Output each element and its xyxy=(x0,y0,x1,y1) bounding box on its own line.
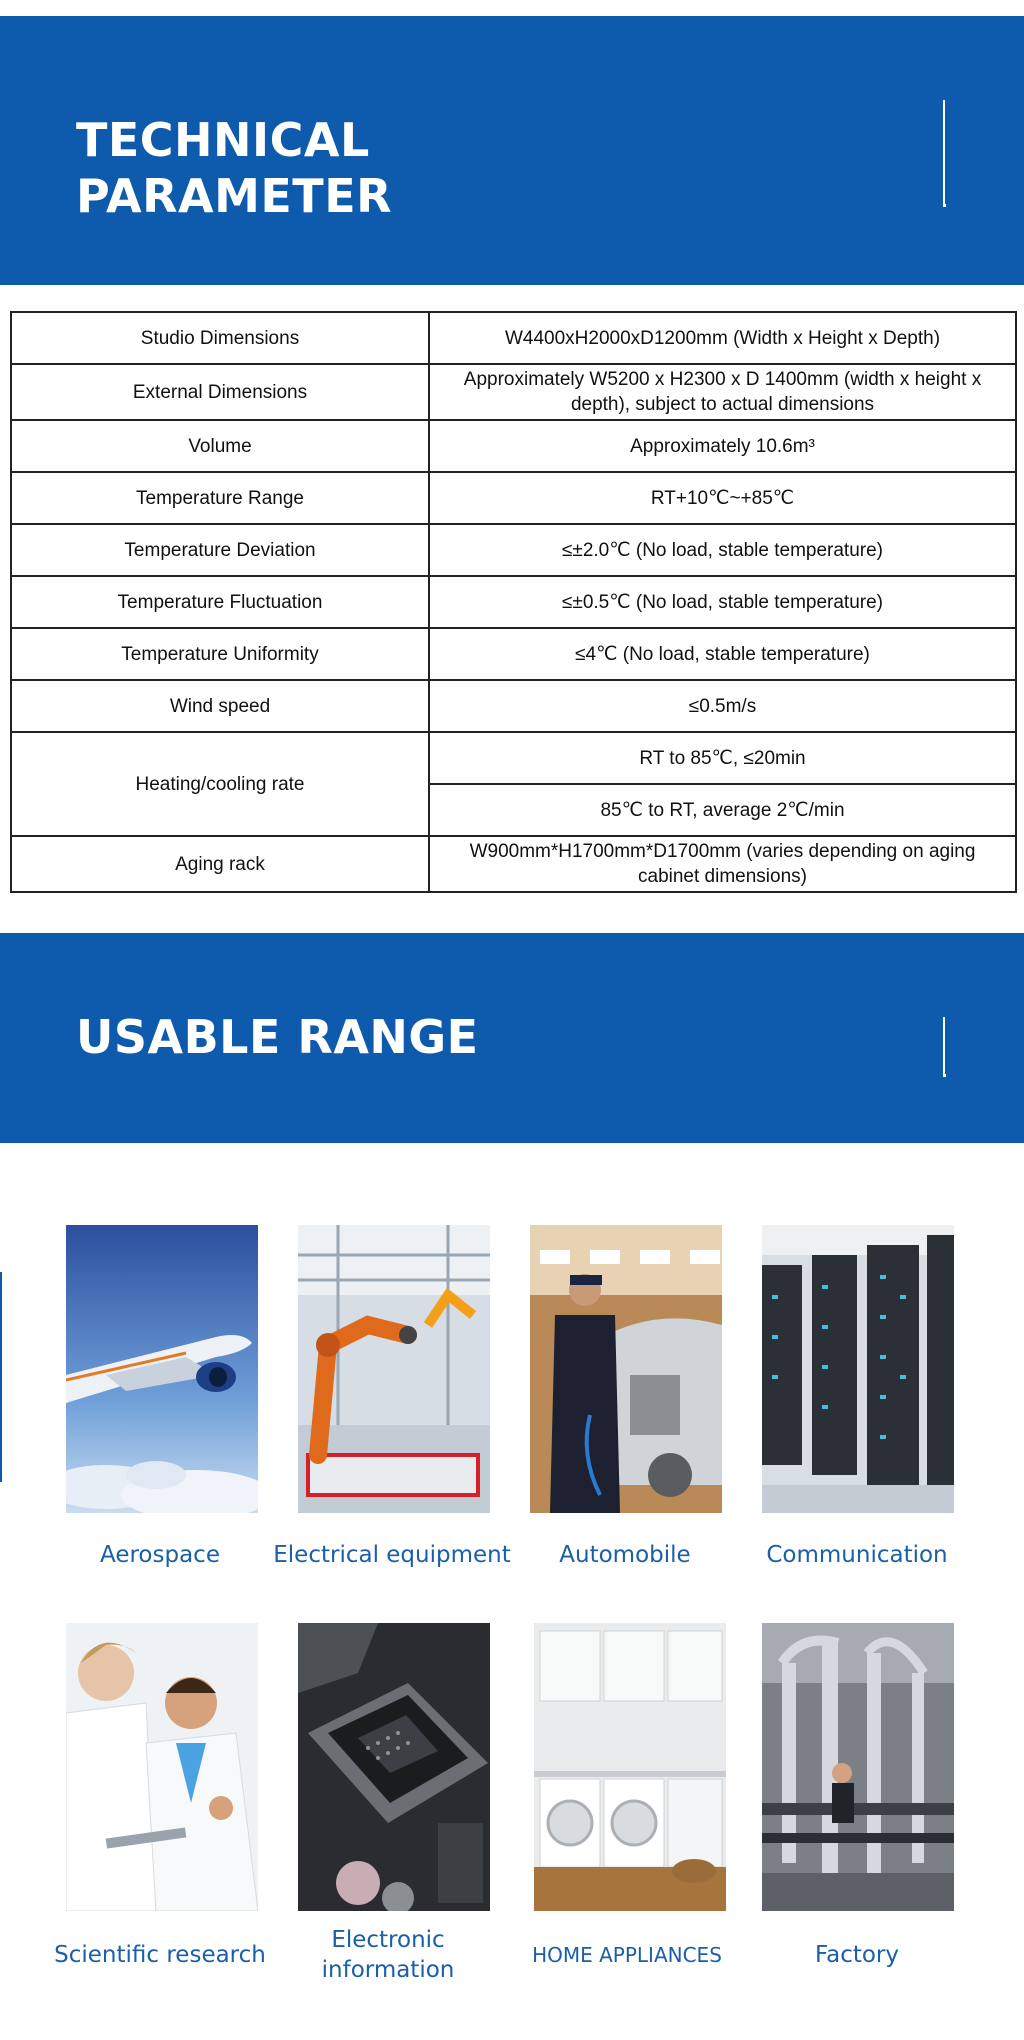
banner-divider-dot xyxy=(943,1074,946,1077)
range-label-electronic-information: Electronic information xyxy=(321,1927,455,1983)
range-label-communication: Communication xyxy=(766,1542,948,1568)
technical-parameter-banner xyxy=(0,16,1024,285)
parameter-table xyxy=(10,311,1017,893)
param-value: W900mm*H1700mm*D1700mm (varies depending on aging cabinet dimensions) xyxy=(429,836,1016,892)
param-value: W4400xH2000xD1200mm (Width x Height x Depth) xyxy=(429,312,1016,364)
param-label: Aging rack xyxy=(11,836,429,892)
param-value: ≤±2.0℃ (No load, stable temperature) xyxy=(429,524,1016,576)
param-label: Temperature Fluctuation xyxy=(11,576,429,628)
param-value-2: 85℃ to RT, average 2℃/min xyxy=(429,784,1016,836)
banner-divider-line xyxy=(943,100,945,205)
range-label-scientific-research: Scientific research xyxy=(54,1942,266,1968)
technical-parameter-title xyxy=(76,112,392,224)
title-line-2: PARAMETER xyxy=(76,169,393,223)
range-label-home-appliances: HOME APPLIANCES xyxy=(532,1943,722,1967)
param-label: Volume xyxy=(11,420,429,472)
param-value: ≤0.5m/s xyxy=(429,680,1016,732)
table-row xyxy=(11,524,1016,576)
table-row xyxy=(11,628,1016,680)
banner-divider-line xyxy=(943,1017,945,1075)
server-racks-photo-icon xyxy=(762,1225,954,1513)
table-row xyxy=(11,836,1016,892)
range-label-electrical-equipment: Electrical equipment xyxy=(273,1542,511,1568)
robot-arm-photo-icon xyxy=(298,1225,490,1513)
scientists-photo-icon xyxy=(66,1623,258,1911)
param-label: Temperature Uniformity xyxy=(11,628,429,680)
param-label: Studio Dimensions xyxy=(11,312,429,364)
table-row xyxy=(11,472,1016,524)
airplane-photo-icon xyxy=(66,1225,258,1513)
table-row xyxy=(11,576,1016,628)
param-value: ≤±0.5℃ (No load, stable temperature) xyxy=(429,576,1016,628)
param-value: Approximately W5200 x H2300 x D 1400mm (width x height x depth), subject to actual dimensions xyxy=(429,364,1016,420)
title-line-1: TECHNICAL xyxy=(76,113,370,167)
side-accent-line xyxy=(0,1272,2,1482)
table-row xyxy=(11,680,1016,732)
range-label-aerospace: Aerospace xyxy=(100,1542,220,1568)
laundry-room-photo-icon xyxy=(534,1623,726,1911)
table-row xyxy=(11,364,1016,420)
param-label: External Dimensions xyxy=(11,364,429,420)
param-label: Heating/cooling rate xyxy=(11,732,429,836)
banner-divider-dot xyxy=(943,204,946,207)
range-label-factory: Factory xyxy=(814,1942,899,1968)
usable-range-title: USABLE RANGE xyxy=(76,1010,479,1064)
param-label: Temperature Range xyxy=(11,472,429,524)
table-row xyxy=(11,312,1016,364)
param-value: ≤4℃ (No load, stable temperature) xyxy=(429,628,1016,680)
usable-range-banner xyxy=(0,933,1024,1143)
param-value: RT to 85℃, ≤20min xyxy=(429,732,1016,784)
param-value: RT+10℃~+85℃ xyxy=(429,472,1016,524)
table-row xyxy=(11,732,1016,784)
table-row xyxy=(11,420,1016,472)
param-value: Approximately 10.6m³ xyxy=(429,420,1016,472)
car-assembly-photo-icon xyxy=(530,1225,722,1513)
factory-line-photo-icon xyxy=(762,1623,954,1911)
param-label: Wind speed xyxy=(11,680,429,732)
range-label-automobile: Automobile xyxy=(559,1542,691,1568)
param-label: Temperature Deviation xyxy=(11,524,429,576)
cpu-socket-photo-icon xyxy=(298,1623,490,1911)
